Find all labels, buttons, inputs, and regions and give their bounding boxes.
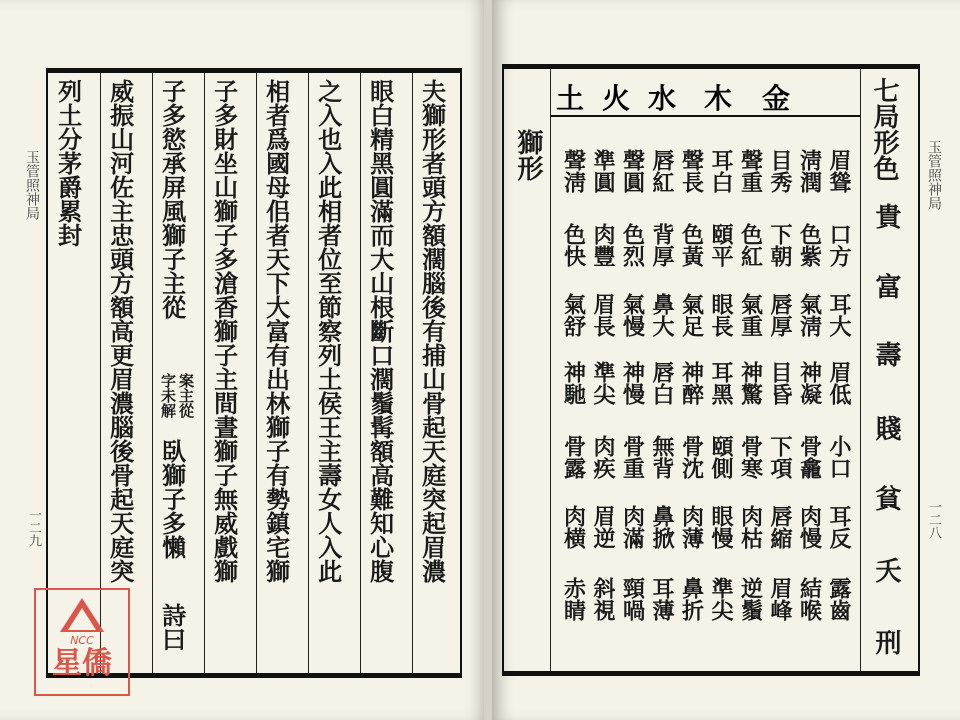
table-cell: 肉疾 — [590, 435, 616, 479]
text-column-6: 子多慾承屏風獅子主從 — [157, 79, 187, 319]
table-cell: 色烈 — [619, 223, 646, 267]
table-cell: 準尖 — [708, 577, 734, 621]
right-table-frame — [502, 64, 920, 676]
stamp-ncc-text: NCC — [70, 634, 94, 647]
stamp-chars: 星僑 — [52, 646, 112, 681]
table-cell: 背厚 — [649, 223, 675, 267]
category-jian: 賤 — [871, 415, 901, 441]
text-column-6-tail: 臥獅子多懶 — [157, 439, 187, 559]
table-cell: 色黃 — [678, 223, 705, 267]
element-mu: 木 — [704, 82, 733, 115]
table-cell: 神馳 — [560, 361, 587, 405]
inline-note-2: 字未解 — [159, 373, 177, 418]
table-cell: 露齒 — [826, 577, 852, 621]
table-cell: 骨寒 — [737, 435, 764, 479]
category-gui: 貴 — [871, 203, 901, 229]
left-side-title: 玉管照神局 — [24, 150, 40, 220]
right-side-title: 玉管照神局 — [926, 140, 942, 210]
table-cell: 頤平 — [708, 223, 734, 267]
table-cell: 氣足 — [678, 293, 705, 337]
table-cell: 眉峰 — [767, 577, 793, 621]
table-cell: 骨龕 — [796, 435, 823, 479]
table-cell: 結喉 — [796, 577, 823, 621]
table-cell: 骨重 — [619, 435, 646, 479]
table-cell: 下朝 — [767, 223, 793, 267]
text-column-5: 子多財坐山獅子多滄香獅子主間晝獅子無威戲獅 — [209, 79, 239, 583]
table-cell: 氣慢 — [619, 293, 646, 337]
table-cell: 神醉 — [678, 361, 705, 405]
table-cell: 頤側 — [708, 435, 734, 479]
table-cell: 聲圓 — [619, 149, 646, 193]
table-cell: 眼長 — [708, 293, 734, 337]
table-cell: 眉低 — [826, 361, 852, 405]
table-cell: 耳黑 — [708, 361, 734, 405]
right-page-number: 一二八 — [926, 500, 941, 539]
category-fu: 富 — [871, 273, 901, 299]
table-cell: 鼻掀 — [649, 505, 675, 549]
table-cell: 聲淸 — [560, 149, 587, 193]
table-cell: 聲重 — [737, 149, 764, 193]
category-shou: 壽 — [871, 341, 901, 367]
text-column-1: 夫獅形者頭方額濶腦後有捕山骨起天庭突起眉濃 — [417, 79, 447, 583]
table-cell: 耳白 — [708, 149, 734, 193]
table-cell: 眉逆 — [590, 505, 616, 549]
table-cell: 色快 — [560, 223, 587, 267]
table-cell: 淸潤 — [796, 149, 823, 193]
table-cell: 肉慢 — [796, 505, 823, 549]
element-jin: 金 — [762, 82, 791, 115]
table-cell: 肉豐 — [590, 223, 616, 267]
table-cell: 氣舒 — [560, 293, 587, 337]
table-cell: 耳大 — [826, 293, 852, 337]
text-column-3: 之入也入此相者位至節察列土侯王主壽女人入此 — [313, 79, 343, 583]
table-cell: 骨沈 — [678, 435, 705, 479]
text-column-6-end: 詩曰 — [157, 603, 187, 651]
table-cell: 小口 — [826, 435, 852, 479]
category-yao: 夭 — [871, 557, 901, 583]
text-column-4: 相者爲國母佀者天下大富有出林獅子有勢鎮宅獅 — [261, 79, 291, 583]
table-cell: 聲長 — [678, 149, 705, 193]
table-cell: 赤睛 — [560, 577, 587, 621]
table-cell: 神凝 — [796, 361, 823, 405]
table-cell: 唇紅 — [649, 149, 675, 193]
table-cell: 色紫 — [796, 223, 823, 267]
table-cell: 準尖 — [590, 361, 616, 405]
table-cell: 唇縮 — [767, 505, 793, 549]
element-huo: 火 — [602, 82, 631, 115]
table-cell: 色紅 — [737, 223, 764, 267]
table-cell: 逆鬚 — [737, 577, 764, 621]
table-cell: 骨露 — [560, 435, 587, 479]
table-cell: 目昏 — [767, 361, 793, 405]
table-cell: 氣淸 — [796, 293, 823, 337]
table-cell: 唇白 — [649, 361, 675, 405]
table-cell: 準圓 — [590, 149, 616, 193]
table-cell: 口方 — [826, 223, 852, 267]
library-stamp — [34, 588, 130, 696]
table-cell: 目秀 — [767, 149, 793, 193]
element-shui: 水 — [648, 82, 677, 115]
table-cell: 唇厚 — [767, 293, 793, 337]
table-cell: 鼻大 — [649, 293, 675, 337]
table-cell: 肉横 — [560, 505, 587, 549]
table-cell: 肉薄 — [678, 505, 705, 549]
inline-note-1: 案主從 — [177, 373, 195, 418]
table-cell: 眼慢 — [708, 505, 734, 549]
side-label-shixing: 獅形 — [513, 129, 543, 181]
table-cell: 神慢 — [619, 361, 646, 405]
element-tu: 土 — [556, 82, 585, 115]
table-cell: 耳薄 — [649, 577, 675, 621]
table-cell: 眉長 — [590, 293, 616, 337]
table-cell: 氣重 — [737, 293, 764, 337]
table-cell: 肉滿 — [619, 505, 646, 549]
table-cell: 眉聳 — [826, 149, 852, 193]
text-column-2: 眼白精黑圓滿而大山根斷口濶鬚髯額高難知心腹 — [365, 79, 395, 583]
category-xing: 刑 — [871, 629, 901, 655]
table-cell: 無背 — [649, 435, 675, 479]
table-heading: 七局形色 — [869, 77, 899, 181]
text-column-7: 威振山河佐主忠頭方額高更眉濃腦後骨起天庭突 — [105, 79, 135, 583]
text-column-8: 列土分茅爵累封 — [53, 79, 83, 247]
category-pin: 貧 — [871, 485, 901, 511]
stamp-triangle-icon — [60, 598, 104, 632]
table-cell: 肉枯 — [737, 505, 764, 549]
table-cell: 頸喎 — [619, 577, 646, 621]
table-cell: 鼻折 — [678, 577, 705, 621]
table-cell: 神驚 — [737, 361, 764, 405]
table-cell: 下項 — [767, 435, 793, 479]
left-page-number: 一二九 — [26, 508, 41, 547]
left-text-frame — [46, 68, 462, 678]
table-cell: 耳反 — [826, 505, 852, 549]
table-cell: 斜視 — [590, 577, 616, 621]
